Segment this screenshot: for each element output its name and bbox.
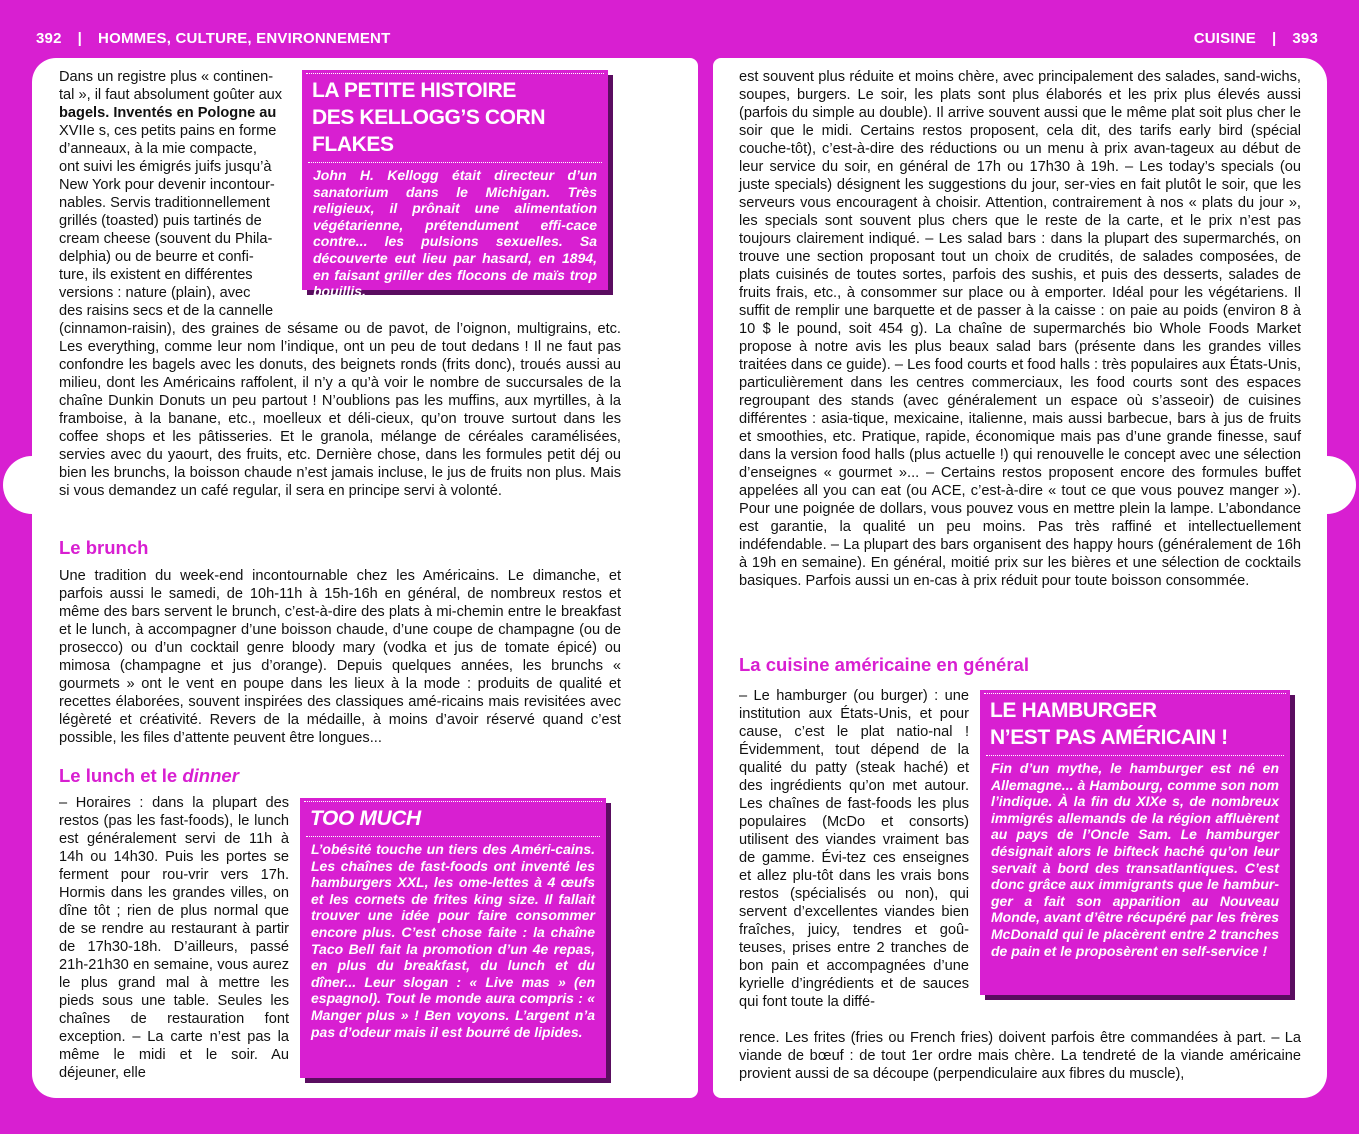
kellogg-box-body: John H. Kellogg était directeur d’un sanatorium dans le Michigan. Très religieux, il prônait une alimentation végétarienne, prétendument effi-cace contre... les pulsions sexuelles. Sa découverte eut lieu par hasard, en 1894, en faisant griller des flocons de maïs trop bouillis. (313, 167, 597, 300)
kellogg-box-title-1: LA PETITE HISTOIRE (312, 79, 516, 102)
kellogg-box-title-2: DES KELLOGG’S CORN FLAKES (312, 106, 546, 156)
heading-lunch-part: Le lunch et le (59, 765, 183, 786)
hamburger-box-title-1: LE HAMBURGER (990, 699, 1157, 722)
intro-line: versions : nature (plain), avec (59, 285, 251, 301)
too-much-box-body: L’obésité touche un tiers des Améri-cains. Les chaînes de fast-foods ont inventé les hamburgers XXL, les ome-lettes à 4 œufs et les cornets de frites king size. Il fallait trouver une idée pour faire consommer encore plus. C’est chose faite : la chaîne Taco Bell fait la promotion d’un 4e repas, en plus du breakfast, du lunch et du dîner... Leur slogan : « Live mas » (en espagnol). Tout le monde aura compris : « Manger plus » ! Ben voyons. L’argent n’a pas d’odeur mais il est bourré de lipides. (311, 841, 595, 1040)
hamburger-text-continued: rence. Les frites (fries ou French fries) doivent parfois être commandées à part. – La viande de bœuf : de tout 1er ordre mais chère. La tendreté de la viande américaine provient aussi de sa découpe (perpendiculaire aux fibres du muscle), (739, 1030, 1301, 1082)
lunch-text: – Horaires : dans la plupart des restos (pas les fast-foods), le lunch est généralement servi de 11h à 14h ou 14h30. Puis les portes se ferment pour rou-vrir vers 17h. Hormis dans les grandes villes, on dîne tôt ; rien de plus normal que de se rendre au restaurant à partir de 17h30-18h. D’ailleurs, passé 21h-21h30 en semaine, vous aurez le plus grand mal à mettre les pieds sous une table. Seules les chaînes de restauration font exception. – La carte n’est pas la même le midi et le soir. Au déjeuner, elle (59, 795, 289, 1081)
page-edge-tab (1298, 456, 1356, 514)
intro-line: delphia) ou de beurre et confi- (59, 249, 254, 265)
right-section-title: CUISINE (1193, 30, 1256, 47)
left-section-title: HOMMES, CULTURE, ENVIRONNEMENT (98, 30, 391, 47)
hamburger-text: – Le hamburger (ou burger) : une institution aux États-Unis, et pour cause, c’est le plat natio-nal ! Évidemment, tout dépend de la qualité du patty (steak haché) et des ingrédients qu’on met autour. Les chaînes de fast-foods les plus populaires (McDo et consorts) utilisent des viandes vraiment bas de gamme. Évi-tez ces enseignes et allez plu-tôt dans les vrais bons restos (spécialisés ou non), qui servent d’excellentes viandes bien fraîches, juicy, tendres et goû-teuses, prises entre 2 tranches de bon pain et accompagnées d’une kyrielle d’ingrédients et de sauces qui font toute la diffé- (739, 688, 969, 1010)
header-separator: | (1271, 30, 1277, 47)
left-page-header (36, 30, 390, 47)
hamburger-box (980, 690, 1290, 995)
heading-lunch-dinner (59, 765, 239, 787)
intro-line: des raisins secs et de la cannelle (59, 303, 274, 319)
heading-american-cuisine: La cuisine américaine en général (739, 654, 1029, 675)
intro-line: grillés (toasted) puis tartinés de (59, 213, 262, 229)
intro-line: cream cheese (souvent du Phila- (59, 231, 273, 247)
header-separator: | (77, 30, 83, 47)
intro-line: nables. Servis traditionnellement (59, 195, 270, 211)
intro-line: ture, ils existent en différentes (59, 267, 253, 283)
left-page (32, 58, 698, 1098)
left-page-number: 392 (36, 30, 62, 47)
intro-line: d’anneaux, à la mie compacte, (59, 141, 257, 157)
hamburger-box-body: Fin d’un mythe, le hamburger est né en Allemagne... à Hambourg, comme son nom l’indique. À la fin du XIXe s, de nombreux immigrés allemands de la région affluèrent au pays de l’Oncle Sam. Le hamburger désignait alors le bifteck haché qu’on leur servait à bord des transatlantiques. C’est donc grâce aux immigrants que le hambur-ger a fait son apparition au Nouveau Monde, avant d’être récupéré par les frères McDonald qui le placèrent entre 2 tranches de pain et le proposèrent en self-service ! (991, 760, 1279, 959)
too-much-box-title: TOO MUCH (310, 807, 421, 830)
right-page-number: 393 (1292, 30, 1318, 47)
intro-line: ont suivi les émigrés juifs jusqu’à (59, 159, 272, 175)
hamburger-box-title-2: N’EST PAS AMÉRICAIN ! (990, 726, 1228, 749)
intro-line: XVIIe s, ces petits pains en forme (59, 123, 277, 139)
page-edge-tab (3, 456, 61, 514)
kellogg-box (302, 70, 608, 300)
intro-line: bagels. Inventés en Pologne au (59, 105, 277, 121)
heading-dinner-part: dinner (182, 765, 239, 786)
brunch-text: Une tradition du week-end incontournable chez les Américains. Le dimanche, et parfois aussi le samedi, de 10h-11h à 15h-16h en général, de nombreux restos et même des bars servent le brunch, c’est-à-dire des plats à mi-chemin entre le breakfast et le lunch, à accompagner d’une boisson chaude, d’une coupe de champagne (ou de prosecco) ou d’un cocktail genre bloody mary (vodka et jus de tomate épicé) ou mimosa (champagne et jus d’orange). Depuis quelques années, les brunchs « gourmets » ont le vent en poupe dans les lieux à la mode : produits de qualité et recettes élaborées, souvent inspirées des classiques amé-ricains mais revisitées avec légèreté et créativité. Revers de la médaille, à moins d’avoir réservé quand c’est possible, les files d’attente peuvent être longues... (59, 568, 621, 746)
intro-line: tal », il faut absolument goûter aux (59, 87, 283, 103)
right-page (713, 58, 1327, 1098)
intro-line: New York pour devenir incontour- (59, 177, 275, 193)
restaurant-tips-text: est souvent plus réduite et moins chère, avec principalement des salades, sand-wichs, soupes, burgers. Le soir, les plats sont plus élaborés et les prix plus élevés aussi (parfois du simple au double). Il arrive souvent aussi que le même plat soit plus cher le soir que le midi. Certains restos proposent, cela dit, des tarifs early bird (spécial couche-tôt), c’est-à-dire des réductions ou un menu à prix avan-tageux au début de leur service du soir, en général de 17h ou 17h30 à 19h. – Les today’s specials (ou juste specials) désignent les suggestions du jour, ser-vies en fait plutôt le soir, que les serveurs vous encouragent à choisir. Attention, contrairement à nos « plats du jour », les specials sont souvent plus chers que le reste de la carte, et le prix n’est pas toujours clairement indiqué. – Les salad bars : dans la plupart des supermarchés, on trouve une section proposant tout un choix de crudités, de salades composées, de plats cuisinés de toutes sortes, parfois des sushis, et puis des desserts, salades de fruits frais, etc., à consommer sur place ou à emporter. Idéal pour les végétariens. Il suffit de remplir une barquette et de passer à la caisse : on paie au poids (environ 8 à 10 $ le pound, soit 454 g). La chaîne de supermarchés bio Whole Foods Market propose à notre avis les plus beaux salad bars (présente dans les grandes villes traitées dans ce guide). – Les food courts et food halls : très populaires aux États-Unis, particulièrement dans les centres commerciaux, les food courts sont des espaces regroupant des stands (avec généralement un espace où s’asseoir) de cuisines différentes : asia-tique, mexicaine, italienne, mais aussi barbecue, bars à jus de fruits et smoothies, etc. Pratique, rapide, économique mais pas d’une grande finesse, sauf dans la version food halls (plus actuelle !) qui renouvelle le concept avec une sélection d’enseignes « gourmet »... – Certains restos proposent encore des formules buffet appelées all you can eat (ou ACE, c’est-à-dire « tout ce que vous pouvez manger »). Pour une poignée de dollars, vous pouvez vous en mettre plein la lampe. L’abondance est garantie, la qualité un peu moins. Pas très raffiné et intellectuellement indéfendable. – La plupart des bars organisent des happy hours (généralement de 16h à 19h en semaine). En général, moitié prix sur les bières et une sélection de cocktails basiques. Parfois aussi un en-cas à prix réduit pour toute boisson consommée. (739, 69, 1301, 589)
intro-column (59, 68, 289, 320)
heading-brunch: Le brunch (59, 537, 149, 558)
right-page-header (1194, 30, 1318, 47)
too-much-box (300, 798, 606, 1078)
intro-line: Dans un registre plus « continen- (59, 69, 274, 85)
intro-continued: (cinnamon-raisin), des graines de sésame ou de pavot, de l’oignon, multigrains, etc. Les everything, comme leur nom l’indique, ont un peu de tout dedans ! Il ne faut pas confondre les bagels avec les donuts, des beignets ronds (frits donc), troués aussi au milieu, dont les Américains raffolent, il n’y a qu’à voir le nombre de succursales de la chaîne Dunkin Donuts un peu partout ! N’oublions pas les muffins, aux myrtilles, à la framboise, à la banane, etc., moelleux et déli-cieux, qu’on trouve surtout dans les coffee shops et les pâtisseries. Et le granola, mélange de céréales caramélisées, servies avec du yaourt, des fruits, etc. Dernière chose, dans les formules petit déj ou bien les brunchs, la boisson chaude n’est jamais incluse, le jus de fruits non plus. Mais si vous demandez un café regular, il sera en principe servi à volonté. (59, 321, 621, 499)
